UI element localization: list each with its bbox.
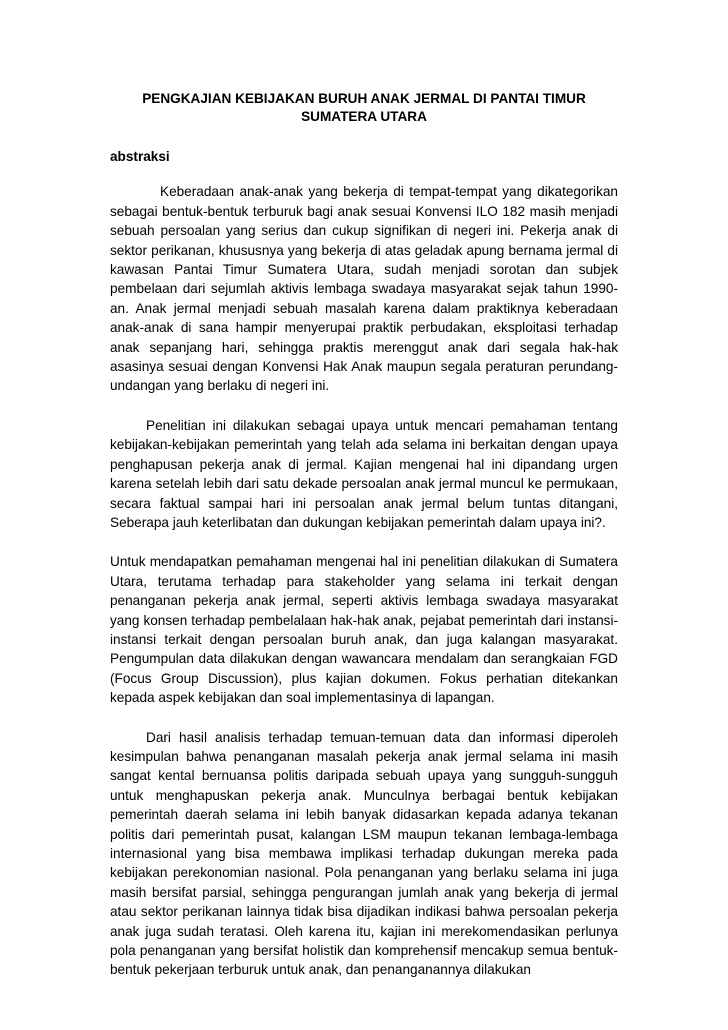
document-page	[110, 90, 618, 1000]
abstract-paragraph-1: Keberadaan anak-anak yang bekerja di tempat-tempat yang dikategorikan sebagai bentuk-bentuk terburuk bagi anak sesuai Konvensi ILO 182 masih menjadi sebuah persoalan yang serius dan cukup signifikan di negeri ini. Pekerja anak di sektor perikanan, khususnya yang bekerja di atas geladak apung bernama jermal di kawasan Pantai Timur Sumatera Utara, sudah menjadi sorotan dan subjek pembelaan dari sejumlah aktivis lembaga swadaya masyarakat sejak tahun 1990-an. Anak jermal menjadi sebuah masalah karena dalam praktiknya keberadaan anak-anak di sana hampir menyerupai praktik perbudakan, eksploitasi terhadap anak sepanjang hari, sehingga praktis merenggut anak dari segala hak-hak asasinya sesuai dengan Konvensi Hak Anak maupun segala peraturan perundang-undangan yang berlaku di negeri ini.	[110, 184, 618, 394]
abstract-paragraph-2: Penelitian ini dilakukan sebagai upaya untuk mencari pemahaman tentang kebijakan-kebijakan pemerintah yang telah ada selama ini berkaitan dengan upaya penghapusan pekerja anak di jermal. Kajian mengenai hal ini dipandang urgen karena setelah lebih dari satu dekade persoalan anak jermal muncul ke permukaan, secara faktual sampai hari ini persoalan anak jermal belum tuntas ditangani, Seberapa jauh keterlibatan dan dukungan kebijakan pemerintah dalam upaya ini?.	[110, 417, 618, 530]
document-title: PENGKAJIAN KEBIJAKAN BURUH ANAK JERMAL DI PANTAI TIMUR SUMATERA UTARA	[142, 91, 586, 124]
abstract-heading: abstraksi	[110, 149, 170, 164]
abstract-paragraph-4: Dari hasil analisis terhadap temuan-temuan data dan informasi diperoleh kesimpulan bahwa penanganan masalah pekerja anak jermal selama ini masih sangat kental bernuansa politis daripada sebuah upaya yang sungguh-sungguh untuk menghapuskan pekerja anak. Munculnya berbagai bentuk kebijakan pemerintah daerah selama ini lebih banyak didasarkan kepada adanya tekanan politis dari pemerintah pusat, kalangan LSM maupun tekanan lembaga-lembaga internasional yang bisa membawa implikasi terhadap dukungan mereka pada kebijakan perekonomian nasional. Pola penanganan yang berlaku selama ini juga masih bersifat parsial, sehingga pengurangan jumlah anak yang bekerja di jermal atau sektor perikanan lainnya tidak bisa dijadikan indikasi bahwa persoalan pekerja anak juga sudah teratasi. Oleh karena itu, kajian ini merekomendasikan perlunya pola penanganan yang bersifat holistik dan komprehensif mencakup semua bentuk-bentuk pekerjaan terburuk untuk anak, dan penanganannya dilakukan	[110, 729, 618, 978]
abstract-paragraph-3: Untuk mendapatkan pemahaman mengenai hal ini penelitian dilakukan di Sumatera Utara, terutama terhadap para stakeholder yang selama ini terkait dengan penanganan pekerja anak jermal, seperti aktivis lembaga swadaya masyarakat yang konsen terhadap pembelalaan hak-hak anak, pejabat pemerintah dari instansi-instansi terkait dengan persoalan buruh anak, dan juga kalangan masyarakat. Pengumpulan data dilakukan dengan wawancara mendalam dan serangkaian FGD (Focus Group Discussion), plus kajian dokumen. Fokus perhatian ditekankan kepada aspek kebijakan dan soal implementasinya di lapangan.	[110, 554, 618, 706]
